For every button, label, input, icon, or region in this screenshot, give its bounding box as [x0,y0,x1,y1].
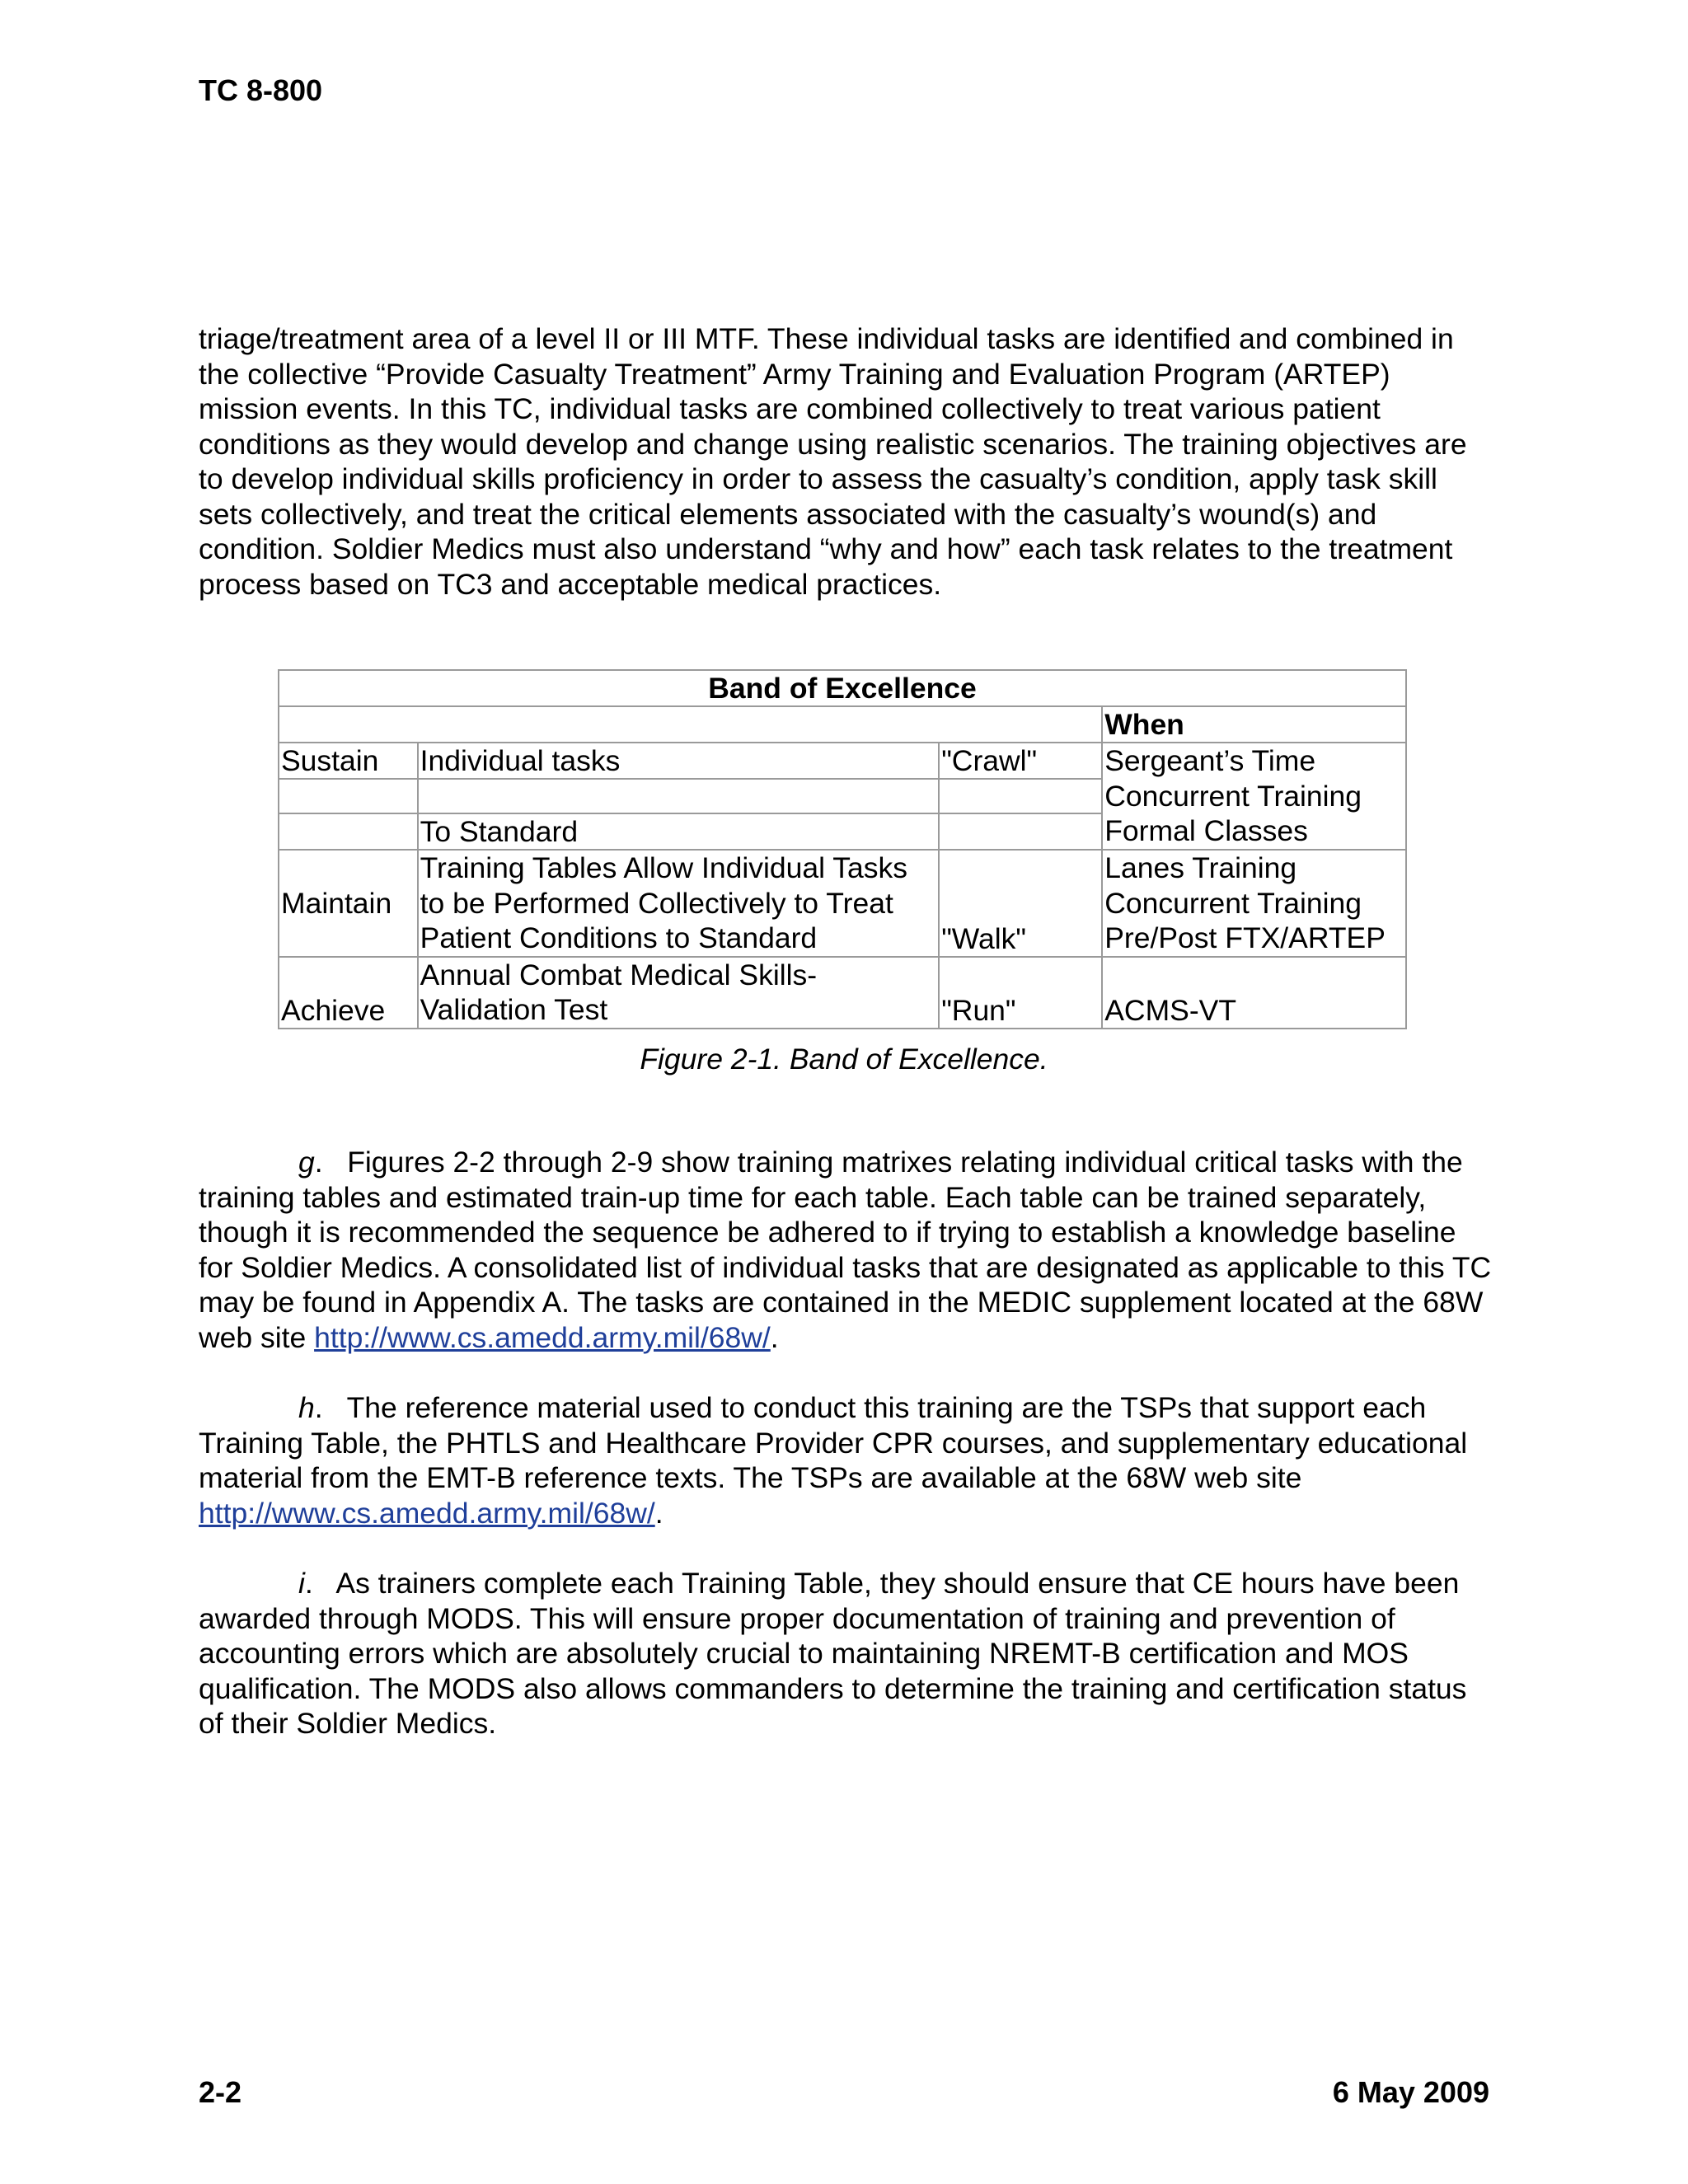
table-row [279,850,1406,957]
table-title: Band of Excellence [279,670,1406,706]
maintain-when: Lanes Training Concurrent Training Pre/Post FTX/ARTEP [1102,850,1406,957]
paragraph-h-text: The reference material used to conduct this training are the TSPs that support each Training Table, the PHTLS and Healthcare Provider CPR courses, and supplementary educational material from the EMT-B reference texts. The TSPs are available at the 68W web site [199,1391,1468,1494]
level-sustain: Sustain [279,743,418,779]
maintain-phase: "Walk" [939,850,1102,957]
paragraph-g-text: Figures 2-2 through 2-9 show training matrixes relating individual critical tasks with the training tables and estimated train-up time for each table. Each table can be trained separately, though it is recommended the sequence be adhered to if trying to establish a knowledge baseline for Soldier Medics. A consolidated list of individual tasks that are designated as applicable to this TC may be found in Appendix A. The tasks are contained in the MEDIC supplement located at the 68W web site [199,1146,1492,1354]
table-header-row [279,706,1406,743]
maintain-tasks: Training Tables Allow Individual Tasks to be Performed Collectively to Treat Patient Conditions to Standard [418,850,940,957]
sustain-phase: "Crawl" [939,743,1102,779]
band-of-excellence-table [278,669,1407,1029]
table-title-row [279,670,1406,706]
sustain-tasks: Individual tasks [418,743,940,779]
achieve-phase: "Run" [939,957,1102,1029]
paragraph-h: h. The reference material used to conduct this training are the TSPs that support each Training Table, the PHTLS and Healthcare Provider CPR courses, and supplementary educational material from the EMT-B reference texts. The TSPs are available at the 68W web site http://www.cs.amedd.army.mil/68w/. [199,1391,1468,1530]
document-id: TC 8-800 [199,73,323,107]
paragraph-i-text: As trainers complete each Training Table, they should ensure that CE hours have been awarded through MODS. This will ensure proper documentation of training and prevention of accounting errors which are absolutely crucial to maintaining NREMT-B certification and MOS qualification. The MODS also allows commanders to determine the training and certification status of their Soldier Medics. [199,1567,1467,1740]
paragraph-letter: h [298,1391,315,1424]
level-maintain: Maintain [279,850,418,957]
table-row [279,743,1406,779]
web-site-link[interactable]: http://www.cs.amedd.army.mil/68w/ [314,1320,771,1354]
achieve-tasks: Annual Combat Medical Skills- Validation Test [418,957,940,1029]
achieve-when: ACMS-VT [1102,957,1406,1029]
intro-paragraph: triage/treatment area of a level II or III MTF. These individual tasks are identified and combined in the collective “Provide Casualty Treatment” Army Training and Evaluation Program (ARTEP) mission events. In this TC, individual tasks are combined collectively to treat various patient conditions as they would develop and change using realistic scenarios. The training objectives are to develop individual skills proficiency in order to assess the casualty’s condition, apply task skill sets collectively, and treat the critical elements associated with the casualty’s wound(s) and condition. Soldier Medics must also understand “why and how” each task relates to the treatment process based on TC3 and acceptable medical practices. [199,322,1467,601]
publication-date: 6 May 2009 [1332,2075,1489,2109]
table-row [279,957,1406,1029]
paragraph-letter: i [298,1567,305,1600]
figure-caption: Figure 2-1. Band of Excellence. [640,1043,1048,1076]
paragraph-g: g. Figures 2-2 through 2-9 show training matrixes relating individual critical tasks with the training tables and estimated train-up time for each table. Each table can be trained separately, though it is recommended the sequence be adhered to if trying to establish a knowledge baseline for Soldier Medics. A consolidated list of individual tasks that are designated as applicable to this TC may be found in Appendix A. The tasks are contained in the MEDIC supplement located at the 68W web site http://www.cs.amedd.army.mil/68w/. [199,1146,1492,1354]
sustain-tasks-standard: To Standard [418,813,940,850]
paragraph-letter: g [298,1146,315,1179]
sustain-when: Sergeant’s Time Concurrent Training Formal Classes [1102,743,1406,850]
paragraph-i: i. As trainers complete each Training Table, they should ensure that CE hours have been awarded through MODS. This will ensure proper documentation of training and prevention of accounting errors which are absolutely crucial to maintaining NREMT-B certification and MOS qualification. The MODS also allows commanders to determine the training and certification status of their Soldier Medics. [199,1567,1467,1740]
level-achieve: Achieve [279,957,418,1029]
when-header: When [1102,706,1406,743]
page-number: 2-2 [199,2075,242,2109]
web-site-link[interactable]: http://www.cs.amedd.army.mil/68w/ [199,1496,655,1530]
